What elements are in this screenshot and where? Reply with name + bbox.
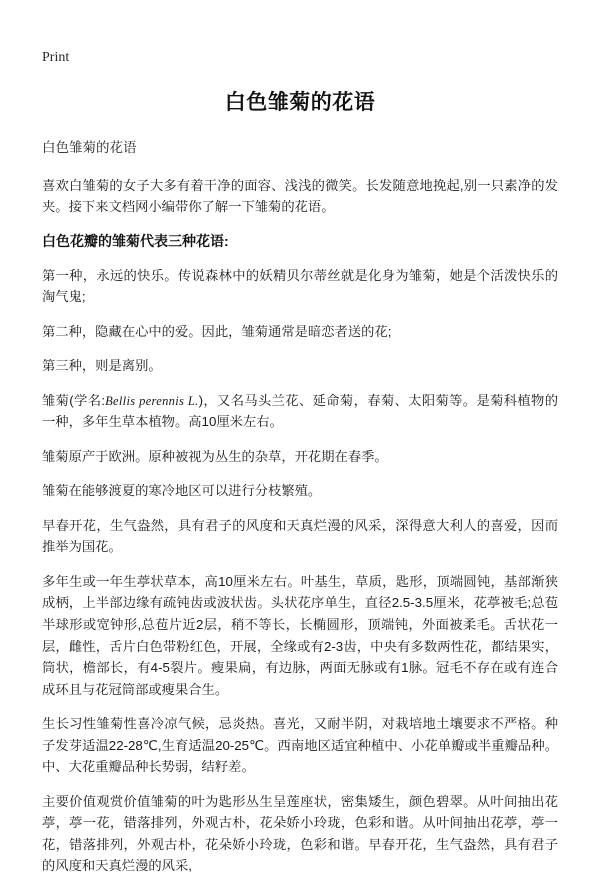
botanical-prefix: 雏菊(学名 xyxy=(42,392,102,408)
botanical-suffix: )，又名马头兰花、延命菊，春菊、太阳菊等。是菊科植物的一种，多年生草本植物。高10厘米左右。 xyxy=(42,392,559,430)
intro-paragraph: 喜欢白雏菊的女子大多有着干净的面容、浅浅的微笑。长发随意地挽起,别一只素净的发夹。接下来文档网小编带你了解一下雏菊的花语。 xyxy=(42,177,558,215)
propagation-paragraph: 雏菊在能够渡夏的寒冷地区可以进行分枝繁殖。 xyxy=(42,483,322,499)
morphology-paragraph: 多年生或一年生葶状草本，高10厘米左右。叶基生，草质，匙形，顶端圆钝，基部渐狭成柄，上半部边缘有疏钝齿或波状齿。头状花序单生，直径2.5-3.5厘米，花葶被毛;总苞半球形或宽钟形,总苞片近2层，稍不等长，长椭圆形，顶端钝，外面被柔毛。舌状花一层，雌性，舌片白色带粉红色，开展，全缘或有2-3齿，中央有多数两性花，都结果实，筒状，檐部长，有4-5裂片。瘦果扁，有边脉，两面无脉或有1脉。冠毛不存在或有连合成环且与花冠筒部或瘦果合生。 xyxy=(42,573,558,697)
meaning-paragraph-2: 第二种，隐藏在心中的爱。因此，雏菊通常是暗恋者送的花; xyxy=(42,323,392,339)
growth-habit-paragraph: 生长习性雏菊性喜冷凉气候，忌炎热。喜光，又耐半阴，对栽培地土壤要求不严格。种子发芽适温22-28℃,生育适温20-25℃。西南地区适宜种植中、小花单瓣或半重瓣品种。中、大花重瓣品种长势弱，结籽差。 xyxy=(42,716,558,775)
meaning-paragraph-1: 第一种，永远的快乐。传说森林中的妖精贝尔蒂丝就是化身为雏菊，她是个活泼快乐的淘气鬼; xyxy=(42,267,558,305)
meaning-paragraph-3: 第三种，则是离别。 xyxy=(42,358,162,374)
document-subtitle: 白色雏菊的花语 xyxy=(42,140,137,156)
botanical-latin-name: Bellis perennis L. xyxy=(105,393,199,408)
print-button[interactable]: Print xyxy=(42,50,70,65)
origin-paragraph: 雏菊原产于欧洲。原种被视为丛生的杂草，开花期在春季。 xyxy=(42,448,388,464)
botanical-separator: : xyxy=(101,392,106,408)
section-heading-flower-meanings: 白色花瓣的雏菊代表三种花语: xyxy=(42,232,229,249)
page-title: 白色雏菊的花语 xyxy=(224,91,376,114)
botanical-name-paragraph xyxy=(42,390,558,433)
national-flower-paragraph: 早春开花，生气盎然，具有君子的风度和天真烂漫的风采，深得意大利人的喜爱，因而推举为国花。 xyxy=(42,517,558,555)
main-value-paragraph: 主要价值观赏价值雏菊的叶为匙形丛生呈莲座状，密集矮生，颜色碧翠。从叶间抽出花葶，葶一花，错落排列，外观古朴，花朵娇小玲珑，色彩和谐。从叶间抽出花葶，葶一花，错落排列，外观古朴，花朵娇小玲珑，色彩和谐。早春开花，生气盎然，具有君子的风度和天真烂漫的风采, xyxy=(42,793,558,874)
